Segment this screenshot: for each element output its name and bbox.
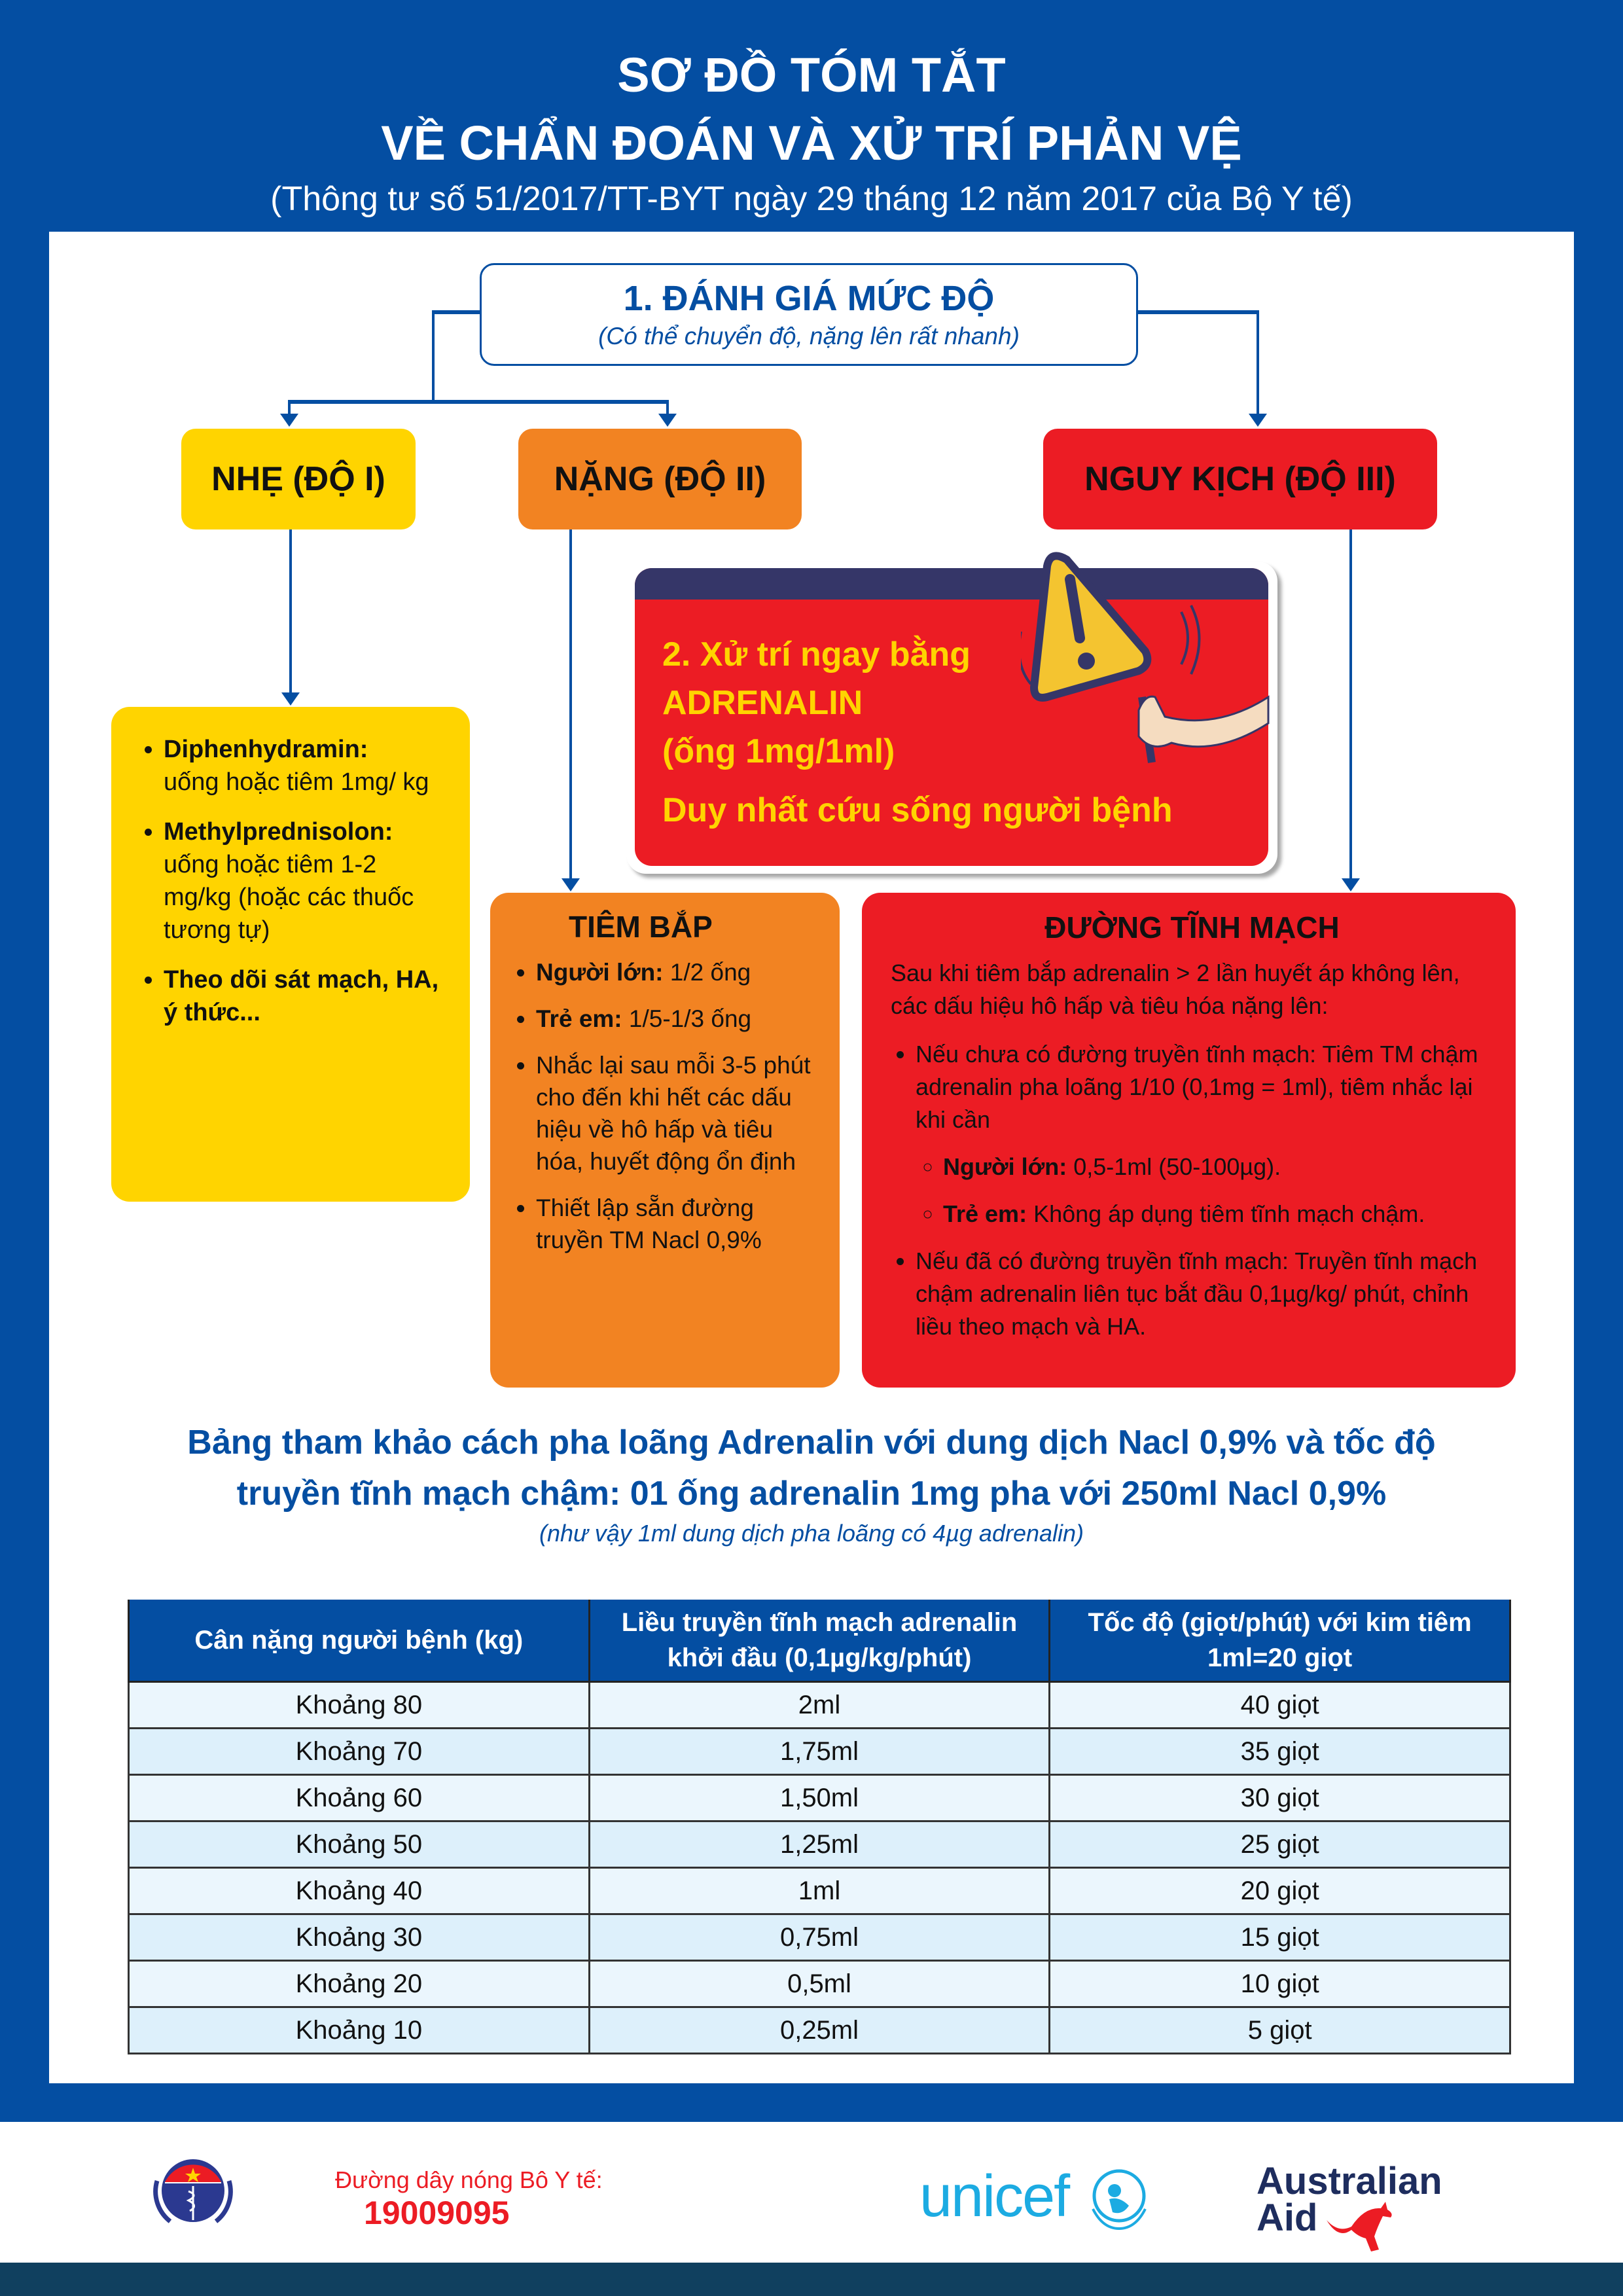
table-cell: 1,75ml — [589, 1729, 1050, 1775]
list-item — [536, 1049, 824, 1177]
table-cell: Khoảng 70 — [129, 1729, 590, 1775]
column-header: Liều truyền tĩnh mạch adrenalin khởi đầu (0,1µg/kg/phút) — [589, 1600, 1050, 1682]
column-header: Cân nặng người bệnh (kg) — [129, 1600, 590, 1682]
footer-bar — [0, 2263, 1623, 2296]
table-row — [129, 1775, 1510, 1821]
table-row — [129, 2007, 1510, 2054]
table-row — [129, 1729, 1510, 1775]
arrow-down-icon — [1249, 414, 1267, 427]
list-item — [943, 1151, 1493, 1183]
arrow-down-icon — [658, 414, 677, 427]
value: Nếu chưa có đường truyền tĩnh mạch: Tiêm TM chậm adrenalin pha loãng 1/10 (0,1mg = 1ml), tiêm nhắc lại khi cần — [916, 1041, 1478, 1133]
intramuscular-box — [490, 893, 840, 1388]
list-item — [536, 1003, 824, 1035]
table-cell: 2ml — [589, 1682, 1050, 1729]
table-row — [129, 1914, 1510, 1961]
connector — [288, 400, 669, 404]
list-item — [916, 1038, 1493, 1230]
value: 0,5-1ml (50-100µg). — [1067, 1153, 1281, 1180]
table-cell: 15 giọt — [1050, 1914, 1510, 1961]
table-cell: Khoảng 30 — [129, 1914, 590, 1961]
table-cell: 40 giọt — [1050, 1682, 1510, 1729]
table-cell: 0,75ml — [589, 1914, 1050, 1961]
alert-heading — [662, 630, 971, 776]
australian-aid-line-2: Aid — [1257, 2197, 1318, 2239]
list-item — [536, 956, 824, 988]
value: Thiết lập sẵn đường truyền TM Nacl 0,9% — [536, 1194, 762, 1253]
table-cell: 1,25ml — [589, 1821, 1050, 1868]
table-cell: 1,50ml — [589, 1775, 1050, 1821]
hotline-number: 19009095 — [364, 2195, 510, 2231]
title-subtitle: (Thông tư số 51/2017/TT-BYT ngày 29 tháng 12 năm 2017 của Bộ Y tế) — [270, 180, 1353, 218]
connector — [1349, 529, 1352, 880]
connector — [569, 529, 572, 880]
table-title-line-1: Bảng tham khảo cách pha loãng Adrenalin với dung dịch Nacl 0,9% và tốc độ — [187, 1424, 1436, 1462]
title-line-1: SƠ ĐỒ TÓM TẮT — [617, 48, 1006, 102]
value: 1/2 ống — [663, 959, 751, 986]
value: Nếu đã có đường truyền tĩnh mạch: Truyền tĩnh mạch chậm adrenalin liên tục bắt đầu 0,1µg/kg/ phút, chỉnh liều theo mạch và HA. — [916, 1247, 1478, 1340]
drug-name: Diphenhydramin: — [164, 736, 368, 763]
list-item — [916, 1245, 1493, 1343]
table-row — [129, 1868, 1510, 1914]
table-cell: 30 giọt — [1050, 1775, 1510, 1821]
list-item — [536, 1192, 824, 1256]
table-row — [129, 1682, 1510, 1729]
severity-severe: NẶNG (ĐỘ II) — [518, 429, 802, 529]
hotline-label: Đường dây nóng Bô Y tế: — [335, 2166, 603, 2193]
table-cell: 35 giọt — [1050, 1729, 1510, 1775]
connector — [1257, 310, 1259, 420]
value: Nhắc lại sau mỗi 3-5 phút cho đến khi hết các dấu hiệu về hô hấp và tiêu hóa, huyết động ổn định — [536, 1052, 811, 1175]
australian-aid-line-1: Australian — [1257, 2160, 1442, 2202]
table-cell: Khoảng 20 — [129, 1961, 590, 2007]
severity-mild: NHẸ (ĐỘ I) — [181, 429, 416, 529]
label: Người lớn: — [536, 959, 664, 986]
label: Trẻ em: — [943, 1200, 1027, 1227]
list-item — [943, 1198, 1493, 1230]
drug-dose: uống hoặc tiêm 1-2 mg/kg (hoặc các thuốc tương tự) — [164, 851, 414, 944]
assessment-box — [480, 263, 1138, 366]
table-row — [129, 1821, 1510, 1868]
table-cell: 1ml — [589, 1868, 1050, 1914]
table-cell: 0,25ml — [589, 2007, 1050, 2054]
arrow-down-icon — [280, 414, 298, 427]
kangaroo-icon — [1325, 2200, 1404, 2253]
connector — [289, 529, 292, 693]
unicef-emblem-icon — [1083, 2163, 1155, 2235]
value: 1/5-1/3 ống — [622, 1005, 752, 1032]
warning-sign-icon — [1021, 533, 1276, 776]
table-cell: 20 giọt — [1050, 1868, 1510, 1914]
assessment-title: 1. ĐÁNH GIÁ MỨC ĐỘ — [623, 279, 995, 318]
table-header-row — [129, 1600, 1510, 1682]
dilution-table — [128, 1600, 1511, 2054]
table-cell: Khoảng 50 — [129, 1821, 590, 1868]
table-cell: 0,5ml — [589, 1961, 1050, 2007]
label: Người lớn: — [943, 1153, 1067, 1180]
label: Trẻ em: — [536, 1005, 622, 1032]
title-line-2: VỀ CHẨN ĐOÁN VÀ XỬ TRÍ PHẢN VỆ — [381, 116, 1242, 170]
drug-name: Methylprednisolon: — [164, 818, 393, 846]
arrow-down-icon — [281, 692, 300, 706]
table-cell: 5 giọt — [1050, 2007, 1510, 2054]
monitoring-note: Theo dõi sát mạch, HA, ý thức... — [164, 966, 439, 1026]
alert-line-2: ADRENALIN — [662, 684, 863, 722]
table-title-line-2: truyền tĩnh mạch chậm: 01 ống adrenalin 1mg pha với 250ml Nacl 0,9% — [236, 1475, 1387, 1513]
alert-line-3: (ống 1mg/1ml) — [662, 732, 895, 770]
alert-line-1: 2. Xử trí ngay bằng — [662, 636, 971, 673]
assessment-note: (Có thể chuyển độ, nặng lên rất nhanh) — [598, 323, 1020, 350]
column-header: Tốc độ (giọt/phút) với kim tiêm 1ml=20 giọt — [1050, 1600, 1510, 1682]
table-cell: Khoảng 60 — [129, 1775, 590, 1821]
value: Không áp dụng tiêm tĩnh mạch chậm. — [1027, 1200, 1425, 1227]
intravenous-intro: Sau khi tiêm bắp adrenalin > 2 lần huyết áp không lên, các dấu hiệu hô hấp và tiêu hóa nặng lên: — [891, 960, 1460, 1019]
connector — [1136, 310, 1259, 314]
ministry-of-health-logo — [151, 2148, 236, 2233]
table-note: (như vậy 1ml dung dịch pha loãng có 4µg adrenalin) — [539, 1520, 1084, 1547]
table-cell: Khoảng 80 — [129, 1682, 590, 1729]
connector — [432, 310, 435, 402]
list-item — [164, 733, 450, 798]
drug-dose: uống hoặc tiêm 1mg/ kg — [164, 768, 429, 796]
table-cell: 10 giọt — [1050, 1961, 1510, 2007]
severity-critical: NGUY KỊCH (ĐỘ III) — [1043, 429, 1437, 529]
list-item — [164, 816, 450, 946]
intravenous-box — [862, 893, 1516, 1388]
table-cell: 25 giọt — [1050, 1821, 1510, 1868]
arrow-down-icon — [1342, 878, 1360, 891]
list-item — [164, 963, 450, 1029]
arrow-down-icon — [562, 878, 580, 891]
alert-line-4: Duy nhất cứu sống người bệnh — [662, 791, 1173, 829]
table-row — [129, 1961, 1510, 2007]
table-cell: Khoảng 10 — [129, 2007, 590, 2054]
table-cell: Khoảng 40 — [129, 1868, 590, 1914]
mild-treatment-box — [111, 707, 470, 1202]
intramuscular-title: TIÊM BẮP — [569, 910, 713, 944]
unicef-logo: unicef — [919, 2164, 1069, 2229]
intravenous-title: ĐƯỜNG TĨNH MẠCH — [1044, 910, 1340, 944]
connector — [432, 310, 482, 314]
